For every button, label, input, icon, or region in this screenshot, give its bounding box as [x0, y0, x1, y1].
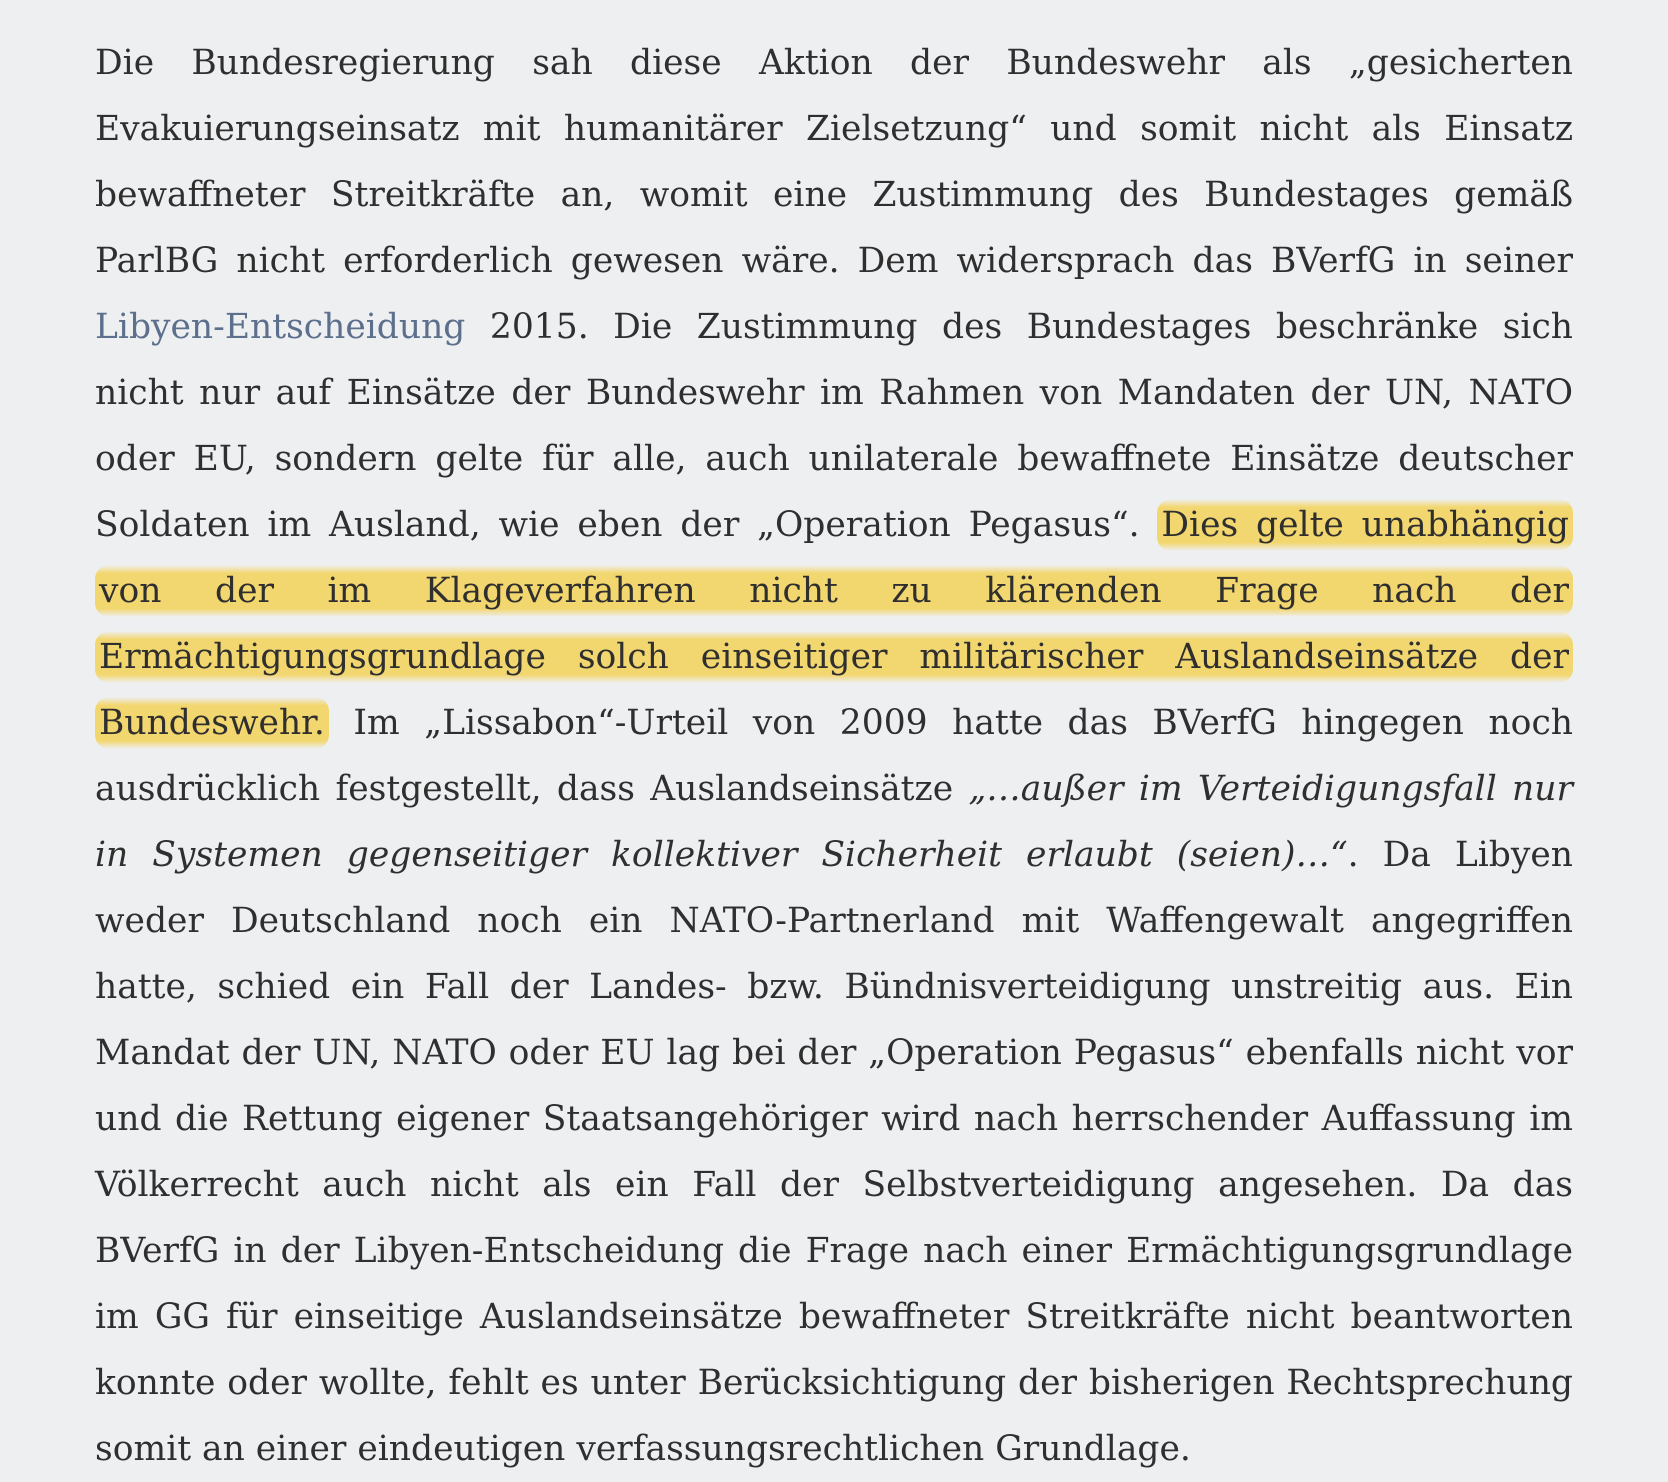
- libyen-entscheidung-link[interactable]: Libyen-Entscheidung: [95, 307, 466, 347]
- paragraph-text-part-2: 2015. Die Zustimmung des Bundestages beschränke sich nicht nur auf Einsätze der Bundeswehr im Rahmen von Mandaten der UN, NATO oder EU, sondern gelte für alle, auch unilaterale bewaffnete Einsätze deutscher Soldaten im Ausland, wie eben der „Operation Pegasus“.: [95, 307, 1573, 545]
- paragraph-text-part-4: . Da Libyen weder Deutschland noch ein NATO-Partnerland mit Waffengewalt angegriffen hatte, schied ein Fall der Landes- bzw. Bündnisverteidigung unstreitig aus. Ein Mandat der UN, NATO oder EU lag bei der „Operation Pegasus“ ebenfalls nicht vor und die Rettung eigener Staatsangehöriger wird nach herrschender Auffassung im Völkerrecht auch nicht als ein Fall der Selbstverteidigung angesehen. Da das BVerfG in der Libyen-Entscheidung die Frage nach einer Ermächtigungsgrundlage im GG für einseitige Auslandseinsätze bewaffneter Streitkräfte nicht beantworten konnte oder wollte, fehlt es unter Berücksichtigung der bisherigen Rechtsprechung somit an einer eindeutigen verfassungsrechtlichen Grundlage.: [95, 835, 1573, 1469]
- paragraph-text-part-1: Die Bundesregierung sah diese Aktion der Bundeswehr als „gesicherten Evakuierungseinsatz mit humanitärer Zielsetzung“ und somit nicht als Einsatz bewaffneter Streitkräfte an, womit eine Zustimmung des Bundestages gemäß ParlBG nicht erforderlich gewesen wäre. Dem widersprach das BVerfG in seiner: [95, 43, 1573, 281]
- highlighted-passage: Dies gelte unabhängig von der im Klageverfahren nicht zu klärenden Frage nach der Ermächtigungsgrundlage solch einseitiger militärischer Auslandseinsätze der Bundeswehr.: [95, 499, 1573, 749]
- paragraph-text-part-3: Im „Lissabon“-Urteil von 2009 hatte das BVerfG hingegen noch ausdrücklich festgestellt, dass Auslandseinsätze: [95, 703, 1573, 809]
- italic-quote: „…außer im Verteidigungsfall nur in Systemen gegenseitiger kollektiver Sicherheit erlaubt (seien)…“: [95, 769, 1573, 875]
- article-paragraph: [95, 30, 1573, 1482]
